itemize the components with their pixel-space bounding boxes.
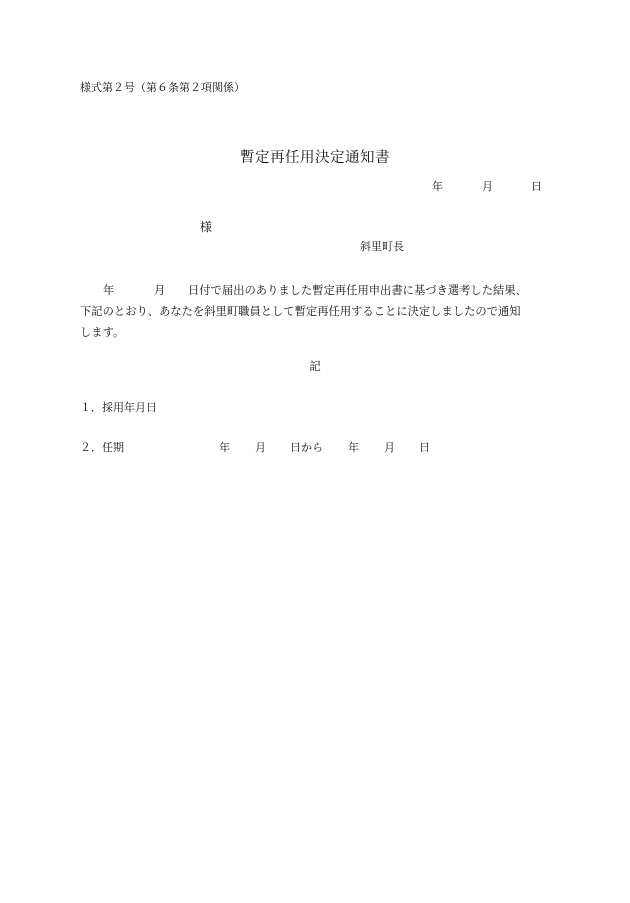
term-from-day: 日から bbox=[290, 441, 323, 454]
date-month-label: 月 bbox=[482, 180, 493, 193]
date-year-label: 年 bbox=[432, 180, 443, 193]
issuer-name: 斜里町長 bbox=[360, 240, 404, 253]
item-1-employment-date: １．採用年月日 bbox=[80, 401, 157, 414]
date-day-label: 日 bbox=[531, 180, 542, 193]
term-from-month: 月 bbox=[255, 441, 266, 454]
term-to-year: 年 bbox=[348, 441, 359, 454]
body-line-3: します。 bbox=[80, 326, 125, 339]
body-paragraph bbox=[80, 280, 550, 343]
body-line-2: 下記のとおり、あなたを斜里町職員として暫定再任用することに決定しましたので通知 bbox=[80, 305, 521, 318]
body-year-label: 年 bbox=[103, 284, 115, 297]
term-to-month: 月 bbox=[384, 441, 395, 454]
term-to-day: 日 bbox=[419, 441, 430, 454]
item-2-label: ２．任期 bbox=[80, 441, 124, 454]
body-month-label: 月 bbox=[154, 284, 166, 297]
body-line-1 bbox=[80, 280, 550, 301]
recipient-salutation: 様 bbox=[200, 220, 213, 234]
form-number: 様式第２号（第６条第２項関係） bbox=[80, 81, 245, 94]
document-title: 暫定再任用決定通知書 bbox=[240, 150, 390, 166]
ki-heading: 記 bbox=[309, 359, 321, 373]
term-from-year: 年 bbox=[219, 441, 230, 454]
body-line-1-text: 日付で届出のありました暫定再任用申出書に基づき選考した結果、 bbox=[188, 284, 527, 297]
